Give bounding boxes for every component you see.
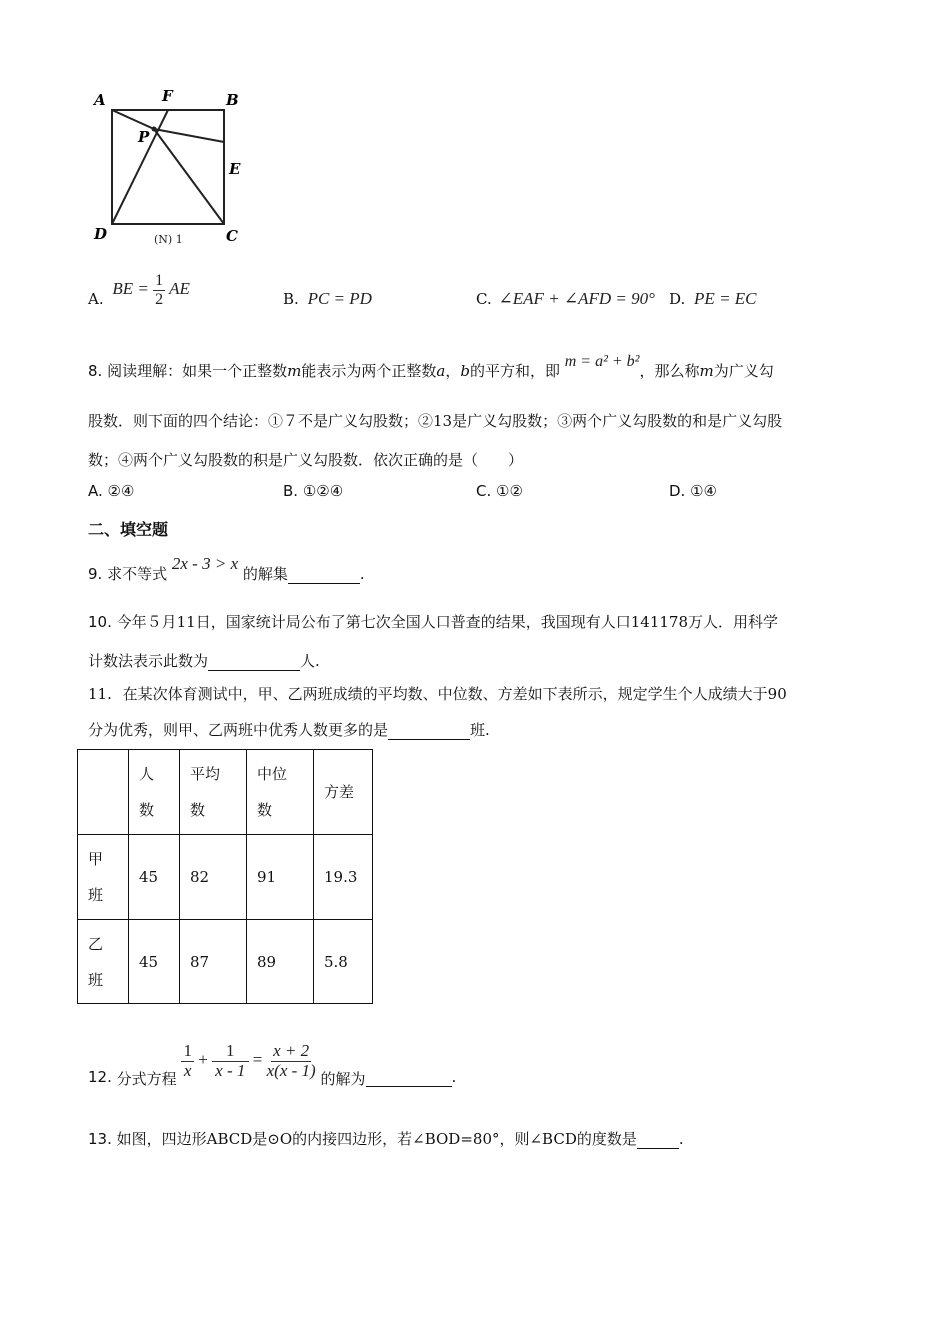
fraction-numerator: x + 2 [273,1041,310,1060]
q12-end: . [451,1068,457,1086]
geometry-figure [90,85,260,250]
label-d: D [94,225,108,243]
q7-option-b [283,289,372,309]
answer-blank[interactable] [637,1130,679,1149]
q11-text: 在某次体育测试中，甲、乙两班成绩的平均数、中位数、方差如下表所示，规定学生个人成绩大于90 [122,685,787,703]
q8-option-a [88,482,134,500]
var-m: m [287,362,302,380]
fraction [153,272,165,308]
q8-line-3: 数；④两个广义勾股数的积是广义勾股数．依次正确的是（ ） [88,451,524,469]
q7-option-a [88,272,190,308]
q12-text: 分式方程 [116,1070,177,1088]
answer-blank[interactable] [208,652,300,671]
square-abcd [112,110,224,224]
fraction-denominator: x - 1 [215,1060,246,1080]
option-a-formula [112,272,189,308]
q9-formula: 2x - 3 > x [171,554,239,573]
segment-pc [154,129,224,224]
q9-end: . [359,565,365,583]
table-header-row [78,750,373,835]
question-number: 10. [88,613,112,631]
table-cell: 甲 班 [78,835,129,920]
table-cell: 87 [180,920,247,1004]
formula-left: BE = [112,279,149,298]
option-text: ①② [496,482,523,500]
q7-option-d [669,289,757,309]
option-letter: C. [476,290,492,308]
score-table [77,749,373,1004]
q9-text: 的解集 [242,565,288,583]
option-text: ①④ [690,482,718,500]
option-letter: D. [669,290,686,308]
table-row [78,835,373,920]
q12 [88,1042,456,1089]
option-d-formula: PE = EC [694,289,757,308]
q9 [88,554,365,584]
option-c-formula: ∠EAF + ∠AFD = 90° [498,289,655,308]
table-cell: 45 [129,920,180,1004]
answer-blank[interactable] [388,721,470,740]
segment-ap [112,110,154,129]
table-row [78,920,373,1004]
answer-blank[interactable] [366,1068,452,1087]
segment-pe [154,129,224,142]
option-letter: C. [476,482,492,500]
q10-text: 人. [300,652,320,670]
figure-caption: (N) 1 [154,233,183,246]
q8-option-d [669,482,717,500]
table-cell: 82 [180,835,247,920]
table-cell: 19.3 [314,835,373,920]
fraction [267,1042,316,1080]
q11-line-2 [88,719,490,740]
option-letter: D. [669,482,686,500]
fraction [212,1042,249,1080]
q10-text: 计数法表示此数为 [88,652,209,670]
option-letter: A. [88,290,104,308]
label-f: F [162,87,173,105]
question-number: 8. [88,362,103,380]
q8-text: 为广义勾 [713,362,774,380]
table-header-cell [78,750,129,835]
q13-end: . [678,1130,684,1148]
q8-option-b [283,482,343,500]
table-cell: 45 [129,835,180,920]
q10-line-1 [88,611,778,632]
plus-sign: + [198,1050,208,1070]
option-letter: B. [283,290,299,308]
question-number: 9. [88,565,103,583]
fraction-numerator: 1 [212,1042,249,1062]
label-e: E [229,160,241,178]
q10-text: 今年５月11日，国家统计局公布了第七次全国人口普查的结果，我国现有人口141178万人．用科学 [116,613,778,631]
question-number: 11. [88,685,112,703]
var-a: a [436,362,446,380]
option-text: ②④ [107,482,135,500]
label-c: C [226,227,238,245]
q9-text: 求不等式 [107,565,168,583]
q12-equation [181,1042,315,1080]
q8-line-2: 股数．则下面的四个结论：①７不是广义勾股数；②13是广义勾股数；③两个广义勾股数的和是广义勾股 [88,412,783,430]
table-cell: 89 [247,920,314,1004]
table-cell: 91 [247,835,314,920]
option-letter: A. [88,482,103,500]
fraction-denominator: x(x - 1) [266,1060,316,1080]
q8-line-1 [88,353,774,381]
q12-text: 的解为 [320,1070,366,1088]
formula-right: AE [169,279,190,298]
fraction-denominator: 2 [155,290,164,308]
q11-text: 分为优秀，则甲、乙两班中优秀人数更多的是 [88,721,389,739]
table-header-cell: 方差 [314,750,373,835]
answer-blank[interactable] [288,565,360,584]
equals-sign: = [252,1050,263,1070]
question-number: 13. [88,1130,112,1148]
q11-text: 班. [470,721,490,739]
question-number: 12. [88,1068,112,1086]
option-b-formula: PC = PD [307,289,372,308]
fraction-denominator: x [183,1060,192,1080]
q8-text: 的平方和，即 [469,362,560,380]
q8-text: ， [445,362,461,380]
table-cell: 5.8 [314,920,373,1004]
table-cell: 乙 班 [78,920,129,1004]
option-letter: B. [283,482,299,500]
q8-text: 阅读理解：如果一个正整数 [107,362,288,380]
q7-option-c [476,289,655,309]
fraction [181,1042,194,1080]
q8-text: ，那么称 [639,362,700,380]
var-m: m [699,362,714,380]
table-header-cell: 中位 数 [247,750,314,835]
var-b: b [460,362,470,380]
fraction-numerator: 1 [183,1041,192,1060]
label-b: B [226,91,239,109]
option-text: ①②④ [302,482,344,500]
q8-formula: m = a² + b² [564,353,640,370]
q8-option-c [476,482,523,500]
label-p: P [138,128,150,146]
table-header-cell: 平均 数 [180,750,247,835]
fraction-numerator: 1 [155,272,164,289]
table-header-cell: 人 数 [129,750,180,835]
q13-text: 如图，四边形ABCD是⊙O的内接四边形，若∠BOD=80°，则∠BCD的度数是 [116,1130,637,1148]
q13 [88,1128,684,1149]
q8-text: 能表示为两个正整数 [301,362,437,380]
label-a: A [94,91,106,109]
q10-line-2 [88,650,320,671]
section-heading: 二、填空题 [88,520,169,539]
q11-line-1 [88,683,787,704]
